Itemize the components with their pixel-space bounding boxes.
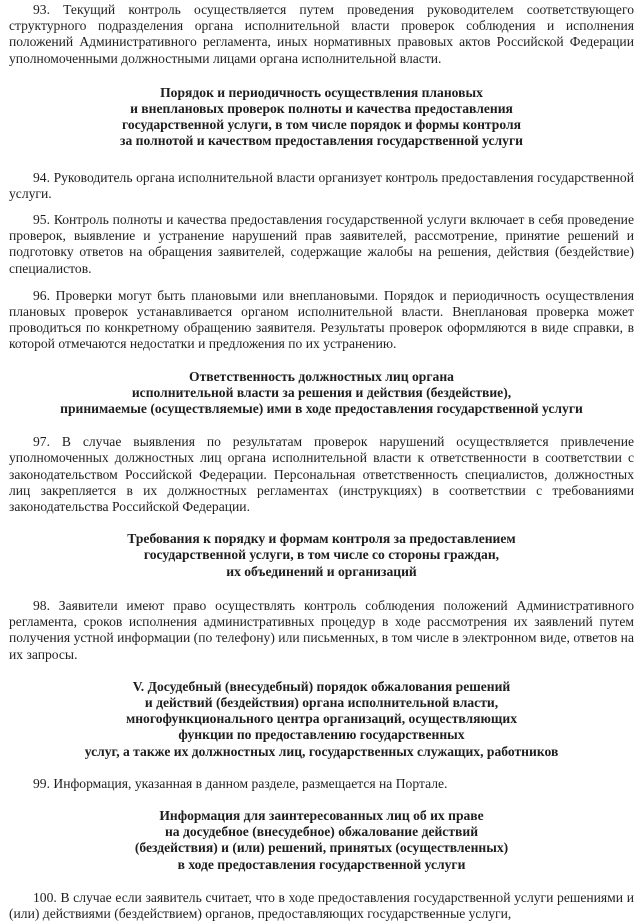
paragraph-95: 95. Контроль полноты и качества предоставления государственной услуги включает в себя проведение проверок, выявление и устранение нарушений прав заявителей, рассмотрение, принятие решений и подготовку ответов на обращения заявителей, содержащие жалобы на решения, действия (бездействие) специалистов.: [9, 212, 634, 276]
paragraph-93: 93. Текущий контроль осуществляется путем проведения руководителем соответствующего структурного подразделения органа исполнительной власти проверок соблюдения и исполнения положений Административного регламента, иных нормативных правовых актов Российской Федерации уполномоченными должностными лицами органа исполнительной власти.: [9, 2, 634, 66]
section-heading-appeal-rights-info: Информация для заинтересованных лиц об их праве на досудебное (внесудебное) обжалование действий (бездействия) и (или) решений, принятых (осуществленных) в ходе предоставления государственной услуги: [134, 807, 509, 872]
paragraph-100: 100. В случае если заявитель считает, что в ходе предоставления государственной услуги решениями и (или) действиями (бездействием) органов, предоставляющих государственные услуги,: [9, 889, 634, 921]
section-heading-responsibility: Ответственность должностных лиц органа исполнительной власти за решения и действия (бездействие), принимаемые (осуществляемые) ими в ходе предоставления государственной услуги: [60, 368, 583, 417]
paragraph-97: 97. В случае выявления по результатам проверок нарушений осуществляется привлечение уполномоченных должностных лиц органа исполнительной власти к ответственности в соответствии с законодательством Российской Федерации. Персональная ответственность специалистов, должностных лиц закрепляется в их должностных регламентах (инструкциях) в соответствии с требованиями законодательства Российской Федерации.: [9, 434, 634, 515]
paragraph-96: 96. Проверки могут быть плановыми или внеплановыми. Порядок и периодичность осуществления плановых проверок устанавливается органом исполнительной власти. Внеплановая проверка может проводиться по конкретному обращению заявителя. Результаты проверок оформляются в виде справки, в которой отмечаются недостатки и предложения по их устранению.: [9, 287, 634, 352]
section-heading-control-requirements: Требования к порядку и формам контроля за предоставлением государственной услуги, в том числе со стороны граждан, их объединений и организаций: [127, 531, 516, 579]
paragraph-94: 94. Руководитель органа исполнительной власти организует контроль предоставления государственной услуги.: [9, 169, 634, 201]
paragraph-98: 98. Заявители имеют право осуществлять контроль соблюдения положений Административного регламента, сроков исполнения административных процедур в ходе рассмотрения их заявлений путем получения устной информации (по телефону) или письменных, в том числе в электронном виде, ответов на их запросы.: [9, 597, 634, 662]
chapter-heading-pretrial-appeal: V. Досудебный (внесудебный) порядок обжалования решений и действий (бездействия) органа исполнительной власти, многофункционального центра организаций, осуществляющих функции по предоставлению государственных услуг, а также их должностных лиц, государственных служащих, работников: [84, 678, 559, 759]
paragraph-99: 99. Информация, указанная в данном разделе, размещается на Портале.: [33, 775, 448, 791]
section-heading-inspections: Порядок и периодичность осуществления плановых и внеплановых проверок полноты и качества предоставления государственной услуги, в том числе порядок и формы контроля за полнотой и качеством предоставления государственной услуги: [120, 84, 523, 149]
